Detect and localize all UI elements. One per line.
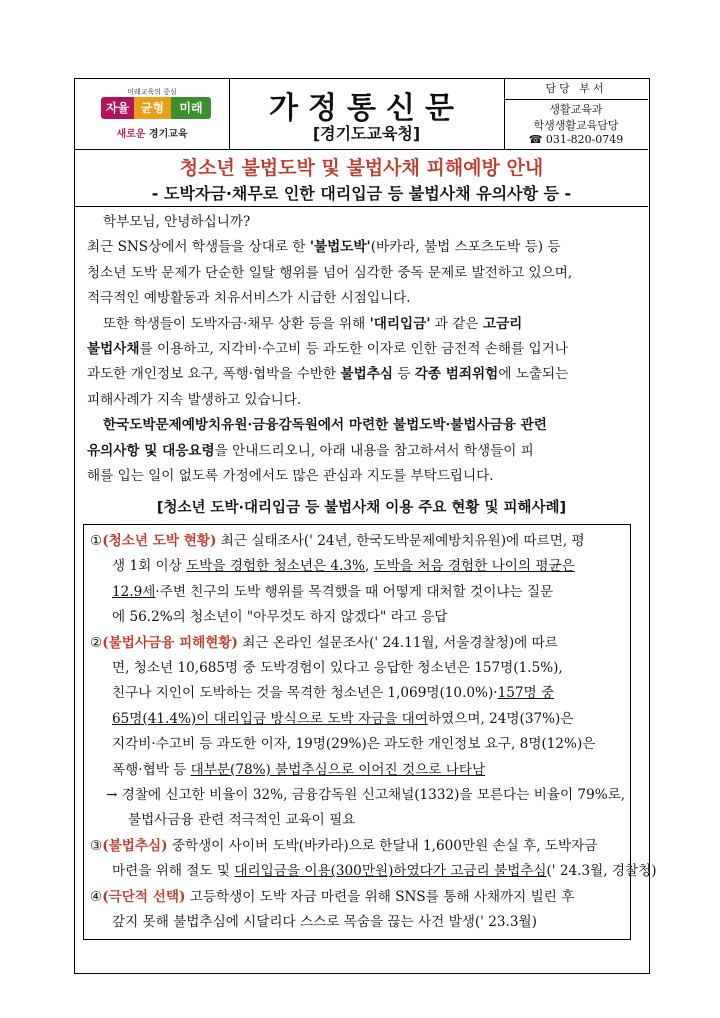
- greeting: 학부모님, 안녕하십니까?: [103, 214, 251, 230]
- logo-pill-future: 미래: [171, 97, 211, 119]
- logo-slogan: 미래교육의 중심: [127, 88, 177, 96]
- section-title: [청소년 도박·대리입금 등 불법사채 이용 주요 현황 및 피해사례]: [156, 500, 567, 516]
- paragraph-3-line: 한국도박문제예방치유원·금융감독원에서 마련한 불법도박·불법사금융 관련: [103, 417, 547, 434]
- department-heading: 담당 부서: [504, 79, 648, 100]
- logo-cell: [75, 79, 230, 149]
- department-person: 학생생활교육담당: [533, 119, 619, 132]
- paragraph-2-line: 과도한 개인정보 요구, 폭행·협박을 수반한 불법추심 등 각종 범죄위험에 노출되는: [87, 366, 569, 383]
- paragraph-1-line: 청소년 도박 문제가 단순한 일탈 행위를 넘어 심각한 중독 문제로 발전하고 있으며,: [87, 264, 573, 281]
- document-title: 가정통신문: [269, 91, 464, 126]
- paragraph-1-line: 최근 SNS상에서 학생들을 상대로 한 '불법도박'(바카라, 불법 스포츠도박 등) 등: [87, 239, 561, 256]
- main-title: 청소년 불법도박 및 불법사채 피해예방 안내: [179, 157, 544, 179]
- department-phone: ☎ 031-820-0749: [528, 133, 624, 146]
- title-cell: [229, 79, 505, 149]
- logo-subtitle: 새로운 경기교육: [116, 129, 188, 140]
- logo-pill-autonomy: 자율: [101, 97, 134, 119]
- logo-pill-balance: 균형: [134, 97, 171, 119]
- newsletter-frame: [74, 78, 657, 974]
- case-3: ③(불법추심) 중학생이 사이버 도박(바카라)으로 한달내 1,600만원 손실 후, 도박자금: [90, 837, 598, 854]
- case-4: ④(극단적 선택) 고등학생이 도박 자금 마련을 위해 SNS를 통해 사채까지 빌린 후: [90, 888, 575, 905]
- department-cell: [504, 79, 648, 149]
- department-name: 생활교육과: [549, 103, 603, 116]
- case-2: ②(불법사금융 피해현황) 최근 온라인 설문조사(' 24.11월, 서울경찰청)에 따르: [90, 634, 558, 651]
- paragraph-2-line: 또한 학생들이 도박자금·채무 상환 등을 위해 '대리입금' 과 같은 고금리: [103, 315, 523, 332]
- paragraph-2-line: 피해사례가 지속 발생하고 있습니다.: [87, 391, 302, 408]
- letter-body: [87, 210, 639, 489]
- paragraph-2-line: 불법사채를 이용하고, 지각비·수고비 등 과도한 이자로 인한 금전적 손해를 입거나: [87, 341, 568, 358]
- sub-title: - 도박자금·채무로 인한 대리입금 등 불법사채 유의사항 등 -: [151, 184, 572, 203]
- cases-box: ①(청소년 도박 현황) 최근 실태조사(' 24년, 한국도박문제예방치유원)에 따르면, 평 생 1회 이상 도박을 경험한 청소년은 4.3%, 도박을 처음 경험한 나이의 평균은 12.9세·주변 친구의 도박 행위를 목격했을 때 어떻게 대처할 것이냐는 질문 에 56.2%의 청소년이 "아무것도 하지 않겠다" 라고 응답 ②(불법사금융 피해현황) 최근 온라인 설문조사(' 24.11월, 서울경찰청)에 따르 면, 청소년 10,685명 중 도박경험이 있다고 응답한 청소년은 157명(1.5%), 친구나 지인이 도박하는 것을 목격한 청소년은 1,069명(10.0%)·157명 중 65명(41.4%)이 대리입금 방식으로 도박 자금을 대여하였으며, 24명(37%)은 지각비·수고비 등 과도한 이자, 19명(29%)은 과도한 개인정보 요구, 8명(12%)은 폭행·협박 등 대부분(78%) 불법추심으로 이어진 것으로 나타남 → 경찰에 신고한 비율이 32%, 금융감독원 신고채널(1332)을 모른다는 비율이 79%로, 불법사금융 관련 적극적인 교육이 필요 ③(불법추심) 중학생이 사이버 도박(바카라)으로 한달내 1,600만원 손실 후, 도박자금 마련을 위해 절도 및 대리입금을 이용(300만원)하였다가 고금리 불법추심(' 24.3월, 경찰청) ④(극단적 선택) 고등학생이 도박 자금 마련을 위해 SNS를 통해 사채까지 빌린 후 갚지 못해 불법추심에 시달리다 스스로 목숨을 끊는 사건 발생(' 23.3월): [83, 524, 631, 940]
- paragraph-3-line: 유의사항 및 대응요령을 안내드리오니, 아래 내용을 참고하셔서 학생들이 피: [87, 442, 534, 459]
- document-issuer: [경기도교육청]: [312, 124, 421, 143]
- gyeonggi-education-logo: [101, 97, 211, 119]
- case-1: ①(청소년 도박 현황) 최근 실태조사(' 24년, 한국도박문제예방치유원)에 따르면, 평: [90, 533, 585, 549]
- divider: [75, 206, 648, 207]
- header-table: [75, 79, 648, 150]
- paragraph-1-line: 적극적인 예방활동과 치유서비스가 시급한 시점입니다.: [87, 290, 411, 307]
- paragraph-3-line: 해를 입는 일이 없도록 가정에서도 많은 관심과 지도를 부탁드립니다.: [87, 468, 494, 485]
